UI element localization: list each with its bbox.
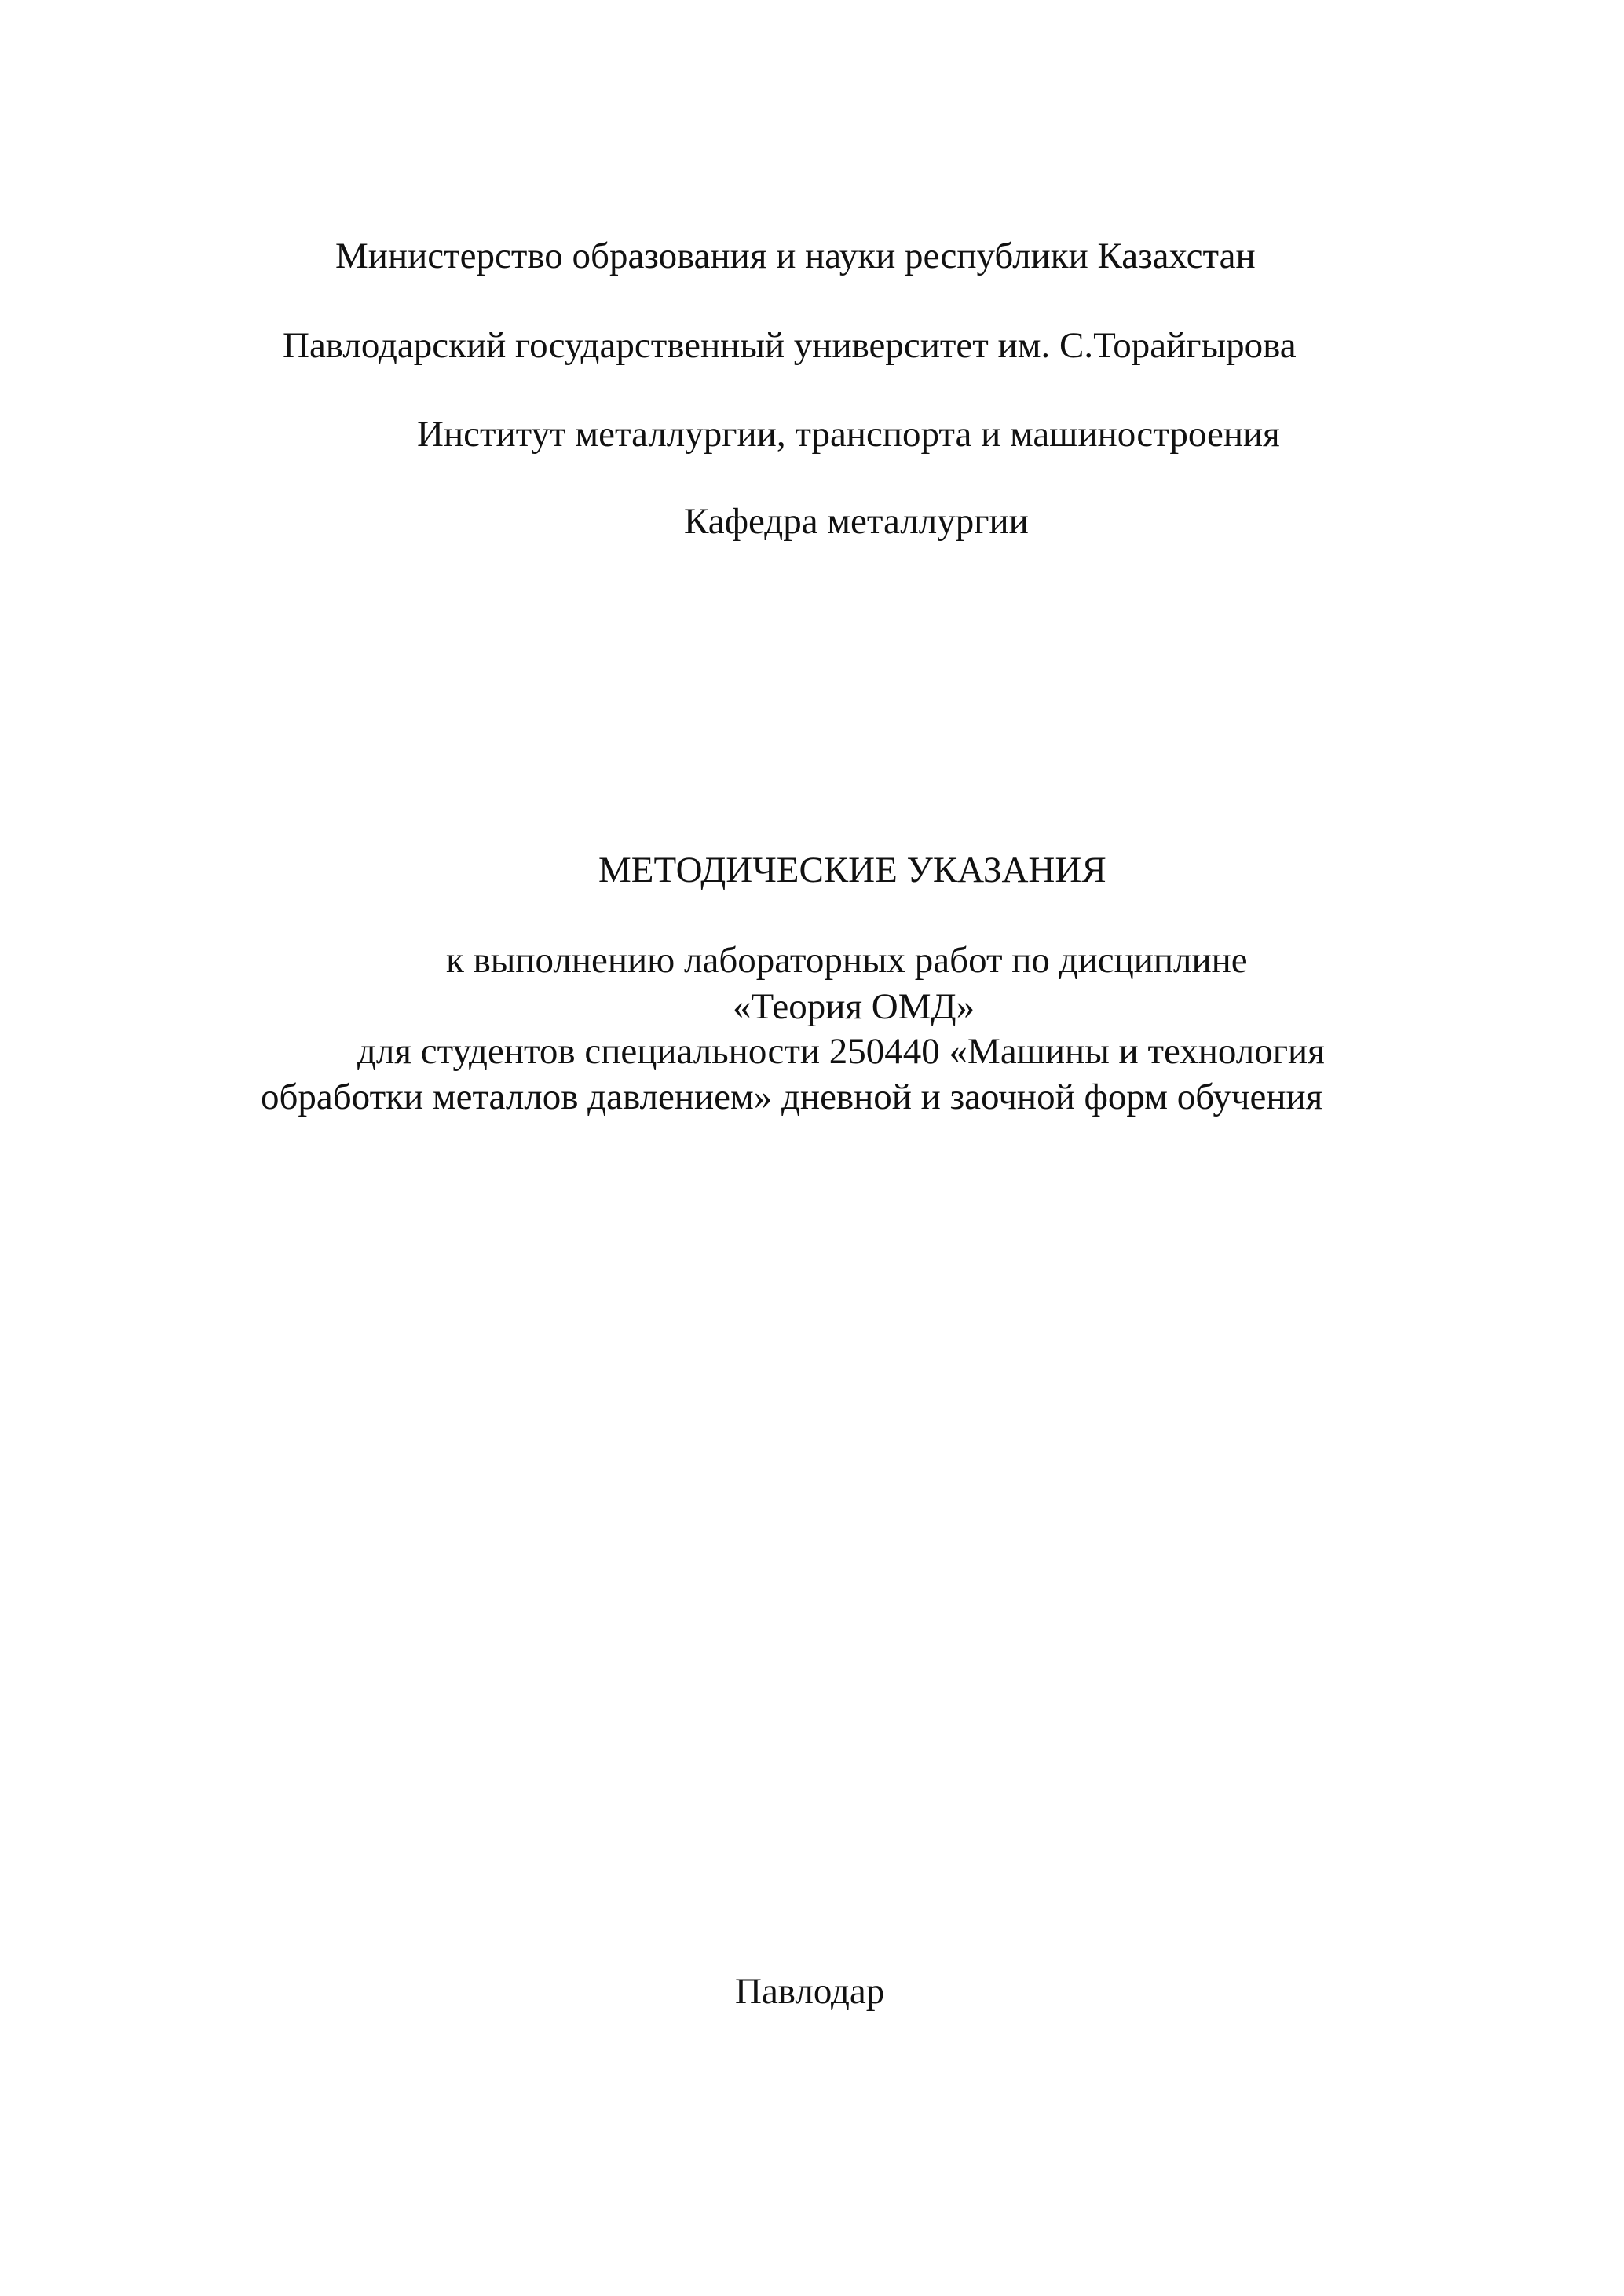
- institute-name: Институт металлургии, транспорта и машиностроения: [417, 414, 1280, 455]
- department-name: Кафедра металлургии: [684, 501, 1029, 542]
- ministry-name: Министерство образования и науки республики Казахстан: [335, 236, 1256, 276]
- city-name: Павлодар: [735, 1971, 885, 2012]
- university-name: Павлодарский государственный университет им. С.Торайгырова: [283, 325, 1297, 366]
- subtitle-line: обработки металлов давлением» дневной и заочной форм обучения: [261, 1077, 1323, 1117]
- subtitle-line: для студентов специальности 250440 «Машины и технология: [357, 1031, 1325, 1072]
- subtitle-line: «Теория ОМД»: [733, 986, 975, 1027]
- subtitle-line: к выполнению лабораторных работ по дисциплине: [446, 940, 1248, 981]
- document-title: МЕТОДИЧЕСКИЕ УКАЗАНИЯ: [598, 850, 1106, 890]
